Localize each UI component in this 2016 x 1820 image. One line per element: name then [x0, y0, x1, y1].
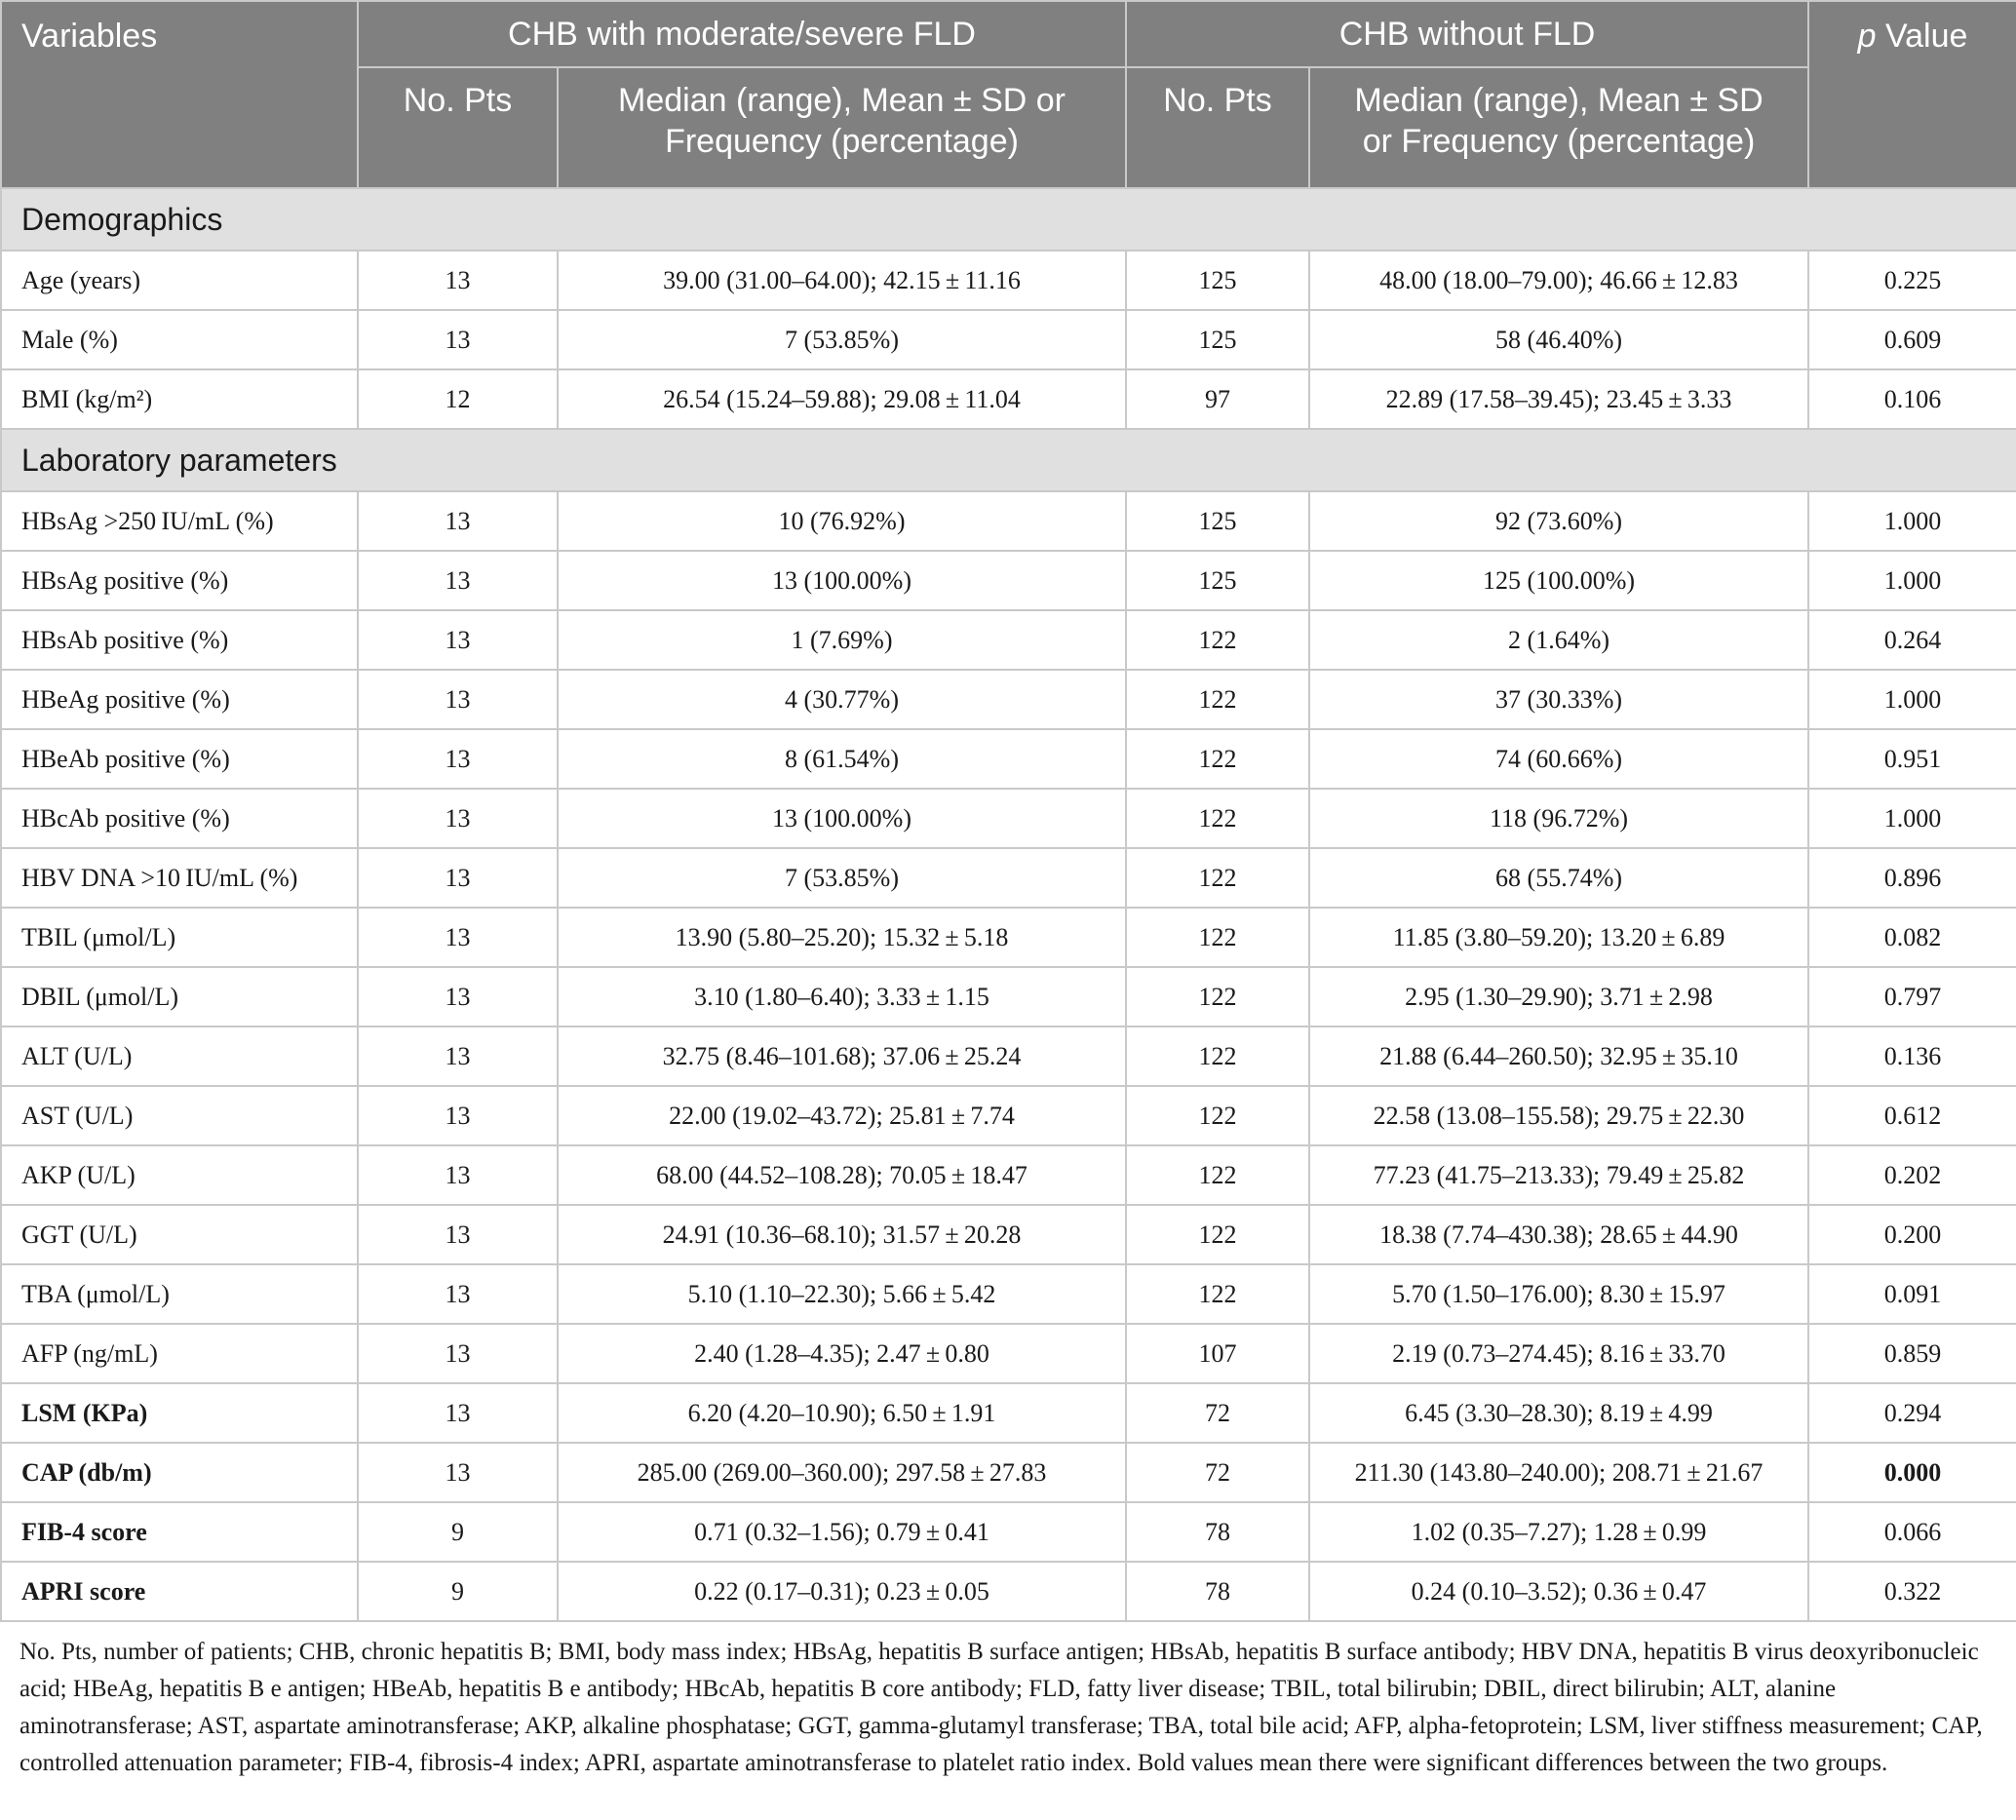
stat-header-2-line2: or Frequency (percentage) [1362, 123, 1756, 160]
p-value-cell: 0.225 [1808, 251, 2016, 310]
group1-value-cell: 7 (53.85%) [558, 310, 1126, 369]
table-row [1, 1145, 2016, 1205]
variable-cell: HBsAg >250 IU/mL (%) [1, 491, 358, 551]
group2-count-cell: 122 [1126, 1145, 1309, 1205]
group2-header: CHB without FLD [1126, 1, 1808, 67]
p-value-cell: 0.264 [1808, 610, 2016, 670]
table-body [1, 188, 2016, 1621]
section-title: Demographics [1, 188, 2016, 251]
group1-value-cell: 26.54 (15.24–59.88); 29.08 ± 11.04 [558, 369, 1126, 429]
variable-cell: APRI score [1, 1562, 358, 1621]
group2-count-cell: 125 [1126, 551, 1309, 610]
group1-value-cell: 13.90 (5.80–25.20); 15.32 ± 5.18 [558, 908, 1126, 967]
p-value-cell: 0.612 [1808, 1086, 2016, 1145]
group1-count-cell: 13 [358, 1264, 558, 1324]
table-row [1, 551, 2016, 610]
variable-cell: GGT (U/L) [1, 1205, 358, 1264]
group2-value-cell: 58 (46.40%) [1309, 310, 1808, 369]
group1-value-cell: 5.10 (1.10–22.30); 5.66 ± 5.42 [558, 1264, 1126, 1324]
table-row [1, 1443, 2016, 1502]
group1-value-cell: 0.22 (0.17–0.31); 0.23 ± 0.05 [558, 1562, 1126, 1621]
p-value-cell: 1.000 [1808, 491, 2016, 551]
group2-count-cell: 122 [1126, 848, 1309, 908]
table-row [1, 1086, 2016, 1145]
group1-count-cell: 12 [358, 369, 558, 429]
p-value-cell: 0.951 [1808, 729, 2016, 789]
group1-value-cell: 68.00 (44.52–108.28); 70.05 ± 18.47 [558, 1145, 1126, 1205]
group2-value-cell: 2.95 (1.30–29.90); 3.71 ± 2.98 [1309, 967, 1808, 1026]
p-value-cell: 1.000 [1808, 789, 2016, 848]
stat-header-1-line1: Median (range), Mean ± SD or [618, 82, 1066, 119]
p-value-cell: 0.136 [1808, 1026, 2016, 1086]
group2-value-cell: 1.02 (0.35–7.27); 1.28 ± 0.99 [1309, 1502, 1808, 1562]
variable-cell: TBIL (μmol/L) [1, 908, 358, 967]
table-row [1, 1205, 2016, 1264]
group2-count-cell: 72 [1126, 1383, 1309, 1443]
group2-value-cell: 18.38 (7.74–430.38); 28.65 ± 44.90 [1309, 1205, 1808, 1264]
group2-count-cell: 122 [1126, 1086, 1309, 1145]
table-row [1, 610, 2016, 670]
variable-cell: Male (%) [1, 310, 358, 369]
p-value-cell: 1.000 [1808, 551, 2016, 610]
group2-value-cell: 0.24 (0.10–3.52); 0.36 ± 0.47 [1309, 1562, 1808, 1621]
group1-count-cell: 9 [358, 1502, 558, 1562]
group2-value-cell: 11.85 (3.80–59.20); 13.20 ± 6.89 [1309, 908, 1808, 967]
table-row [1, 729, 2016, 789]
group2-value-cell: 22.89 (17.58–39.45); 23.45 ± 3.33 [1309, 369, 1808, 429]
variable-cell: AFP (ng/mL) [1, 1324, 358, 1383]
group2-value-cell: 68 (55.74%) [1309, 848, 1808, 908]
group1-value-cell: 8 (61.54%) [558, 729, 1126, 789]
group2-count-cell: 122 [1126, 1026, 1309, 1086]
p-value-cell: 0.000 [1808, 1443, 2016, 1502]
group2-value-cell: 2.19 (0.73–274.45); 8.16 ± 33.70 [1309, 1324, 1808, 1383]
group1-count-cell: 13 [358, 1086, 558, 1145]
group2-value-cell: 74 (60.66%) [1309, 729, 1808, 789]
group1-count-cell: 13 [358, 1026, 558, 1086]
table-row [1, 1264, 2016, 1324]
table-row [1, 1324, 2016, 1383]
group1-value-cell: 10 (76.92%) [558, 491, 1126, 551]
variable-cell: ALT (U/L) [1, 1026, 358, 1086]
group1-value-cell: 6.20 (4.20–10.90); 6.50 ± 1.91 [558, 1383, 1126, 1443]
group1-value-cell: 7 (53.85%) [558, 848, 1126, 908]
group1-value-cell: 13 (100.00%) [558, 551, 1126, 610]
group1-value-cell: 0.71 (0.32–1.56); 0.79 ± 0.41 [558, 1502, 1126, 1562]
p-value-cell: 0.797 [1808, 967, 2016, 1026]
group1-count-cell: 13 [358, 551, 558, 610]
group2-count-cell: 125 [1126, 310, 1309, 369]
group2-value-cell: 92 (73.60%) [1309, 491, 1808, 551]
p-value-cell: 0.322 [1808, 1562, 2016, 1621]
p-value-cell: 0.200 [1808, 1205, 2016, 1264]
table-row [1, 491, 2016, 551]
group2-value-cell: 77.23 (41.75–213.33); 79.49 ± 25.82 [1309, 1145, 1808, 1205]
group2-value-cell: 118 (96.72%) [1309, 789, 1808, 848]
group1-value-cell: 2.40 (1.28–4.35); 2.47 ± 0.80 [558, 1324, 1126, 1383]
section-row [1, 188, 2016, 251]
p-value-cell: 0.091 [1808, 1264, 2016, 1324]
group2-count-cell: 97 [1126, 369, 1309, 429]
table-row [1, 967, 2016, 1026]
group1-value-cell: 24.91 (10.36–68.10); 31.57 ± 20.28 [558, 1205, 1126, 1264]
variables-header: Variables [1, 1, 358, 188]
group1-value-cell: 32.75 (8.46–101.68); 37.06 ± 25.24 [558, 1026, 1126, 1086]
group1-value-cell: 3.10 (1.80–6.40); 3.33 ± 1.15 [558, 967, 1126, 1026]
variable-cell: HBsAg positive (%) [1, 551, 358, 610]
table-row [1, 1026, 2016, 1086]
variable-cell: BMI (kg/m²) [1, 369, 358, 429]
table-row [1, 310, 2016, 369]
p-italic: p [1857, 18, 1877, 55]
no-pts-header-1: No. Pts [358, 67, 558, 188]
table-row [1, 848, 2016, 908]
p-value-cell: 0.896 [1808, 848, 2016, 908]
no-pts-header-2: No. Pts [1126, 67, 1309, 188]
group1-count-cell: 13 [358, 848, 558, 908]
p-value-cell: 0.609 [1808, 310, 2016, 369]
p-value-cell: 0.202 [1808, 1145, 2016, 1205]
group2-count-cell: 125 [1126, 251, 1309, 310]
table-row [1, 1562, 2016, 1621]
group1-count-cell: 13 [358, 610, 558, 670]
variable-cell: HBeAg positive (%) [1, 670, 358, 729]
group2-count-cell: 78 [1126, 1502, 1309, 1562]
variable-cell: CAP (db/m) [1, 1443, 358, 1502]
group2-value-cell: 2 (1.64%) [1309, 610, 1808, 670]
stat-header-2-line1: Median (range), Mean ± SD [1354, 82, 1764, 119]
group1-value-cell: 13 (100.00%) [558, 789, 1126, 848]
group1-value-cell: 39.00 (31.00–64.00); 42.15 ± 11.16 [558, 251, 1126, 310]
variable-cell: TBA (μmol/L) [1, 1264, 358, 1324]
table-row [1, 251, 2016, 310]
stat-header-1-line2: Frequency (percentage) [665, 123, 1019, 160]
table-row [1, 1502, 2016, 1562]
stat-header-2 [1309, 67, 1808, 188]
group2-count-cell: 125 [1126, 491, 1309, 551]
variable-cell: DBIL (μmol/L) [1, 967, 358, 1026]
group2-count-cell: 72 [1126, 1443, 1309, 1502]
group1-value-cell: 22.00 (19.02–43.72); 25.81 ± 7.74 [558, 1086, 1126, 1145]
footnote: No. Pts, number of patients; CHB, chronic hepatitis B; BMI, body mass index; HBsAg, hepatitis B surface antigen; HBsAb, hepatitis B surface antibody; HBV DNA, hepatitis B virus deoxyribonucleic acid; HBeAg, hepatitis B e antigen; HBeAb, hepatitis B e antibody; HBcAb, hepatitis B core antibody; FLD, fatty liver disease; TBIL, total bilirubin; DBIL, direct bilirubin; ALT, alanine aminotransferase; AST, aspartate aminotransferase; AKP, alkaline phosphatase; GGT, gamma-glutamyl transferase; TBA, total bile acid; AFP, alpha-fetoprotein; LSM, liver stiffness measurement; CAP, controlled attenuation parameter; FIB-4, fibrosis-4 index; APRI, aspartate aminotransferase to platelet ratio index. Bold values mean there were significant differences between the two groups. [19, 1639, 1983, 1776]
p-value-cell: 1.000 [1808, 670, 2016, 729]
group1-count-cell: 13 [358, 310, 558, 369]
group1-count-cell: 13 [358, 908, 558, 967]
variable-cell: HBV DNA >10 IU/mL (%) [1, 848, 358, 908]
group2-count-cell: 78 [1126, 1562, 1309, 1621]
group2-count-cell: 122 [1126, 789, 1309, 848]
group1-count-cell: 13 [358, 967, 558, 1026]
group1-header: CHB with moderate/severe FLD [358, 1, 1126, 67]
group2-count-cell: 122 [1126, 670, 1309, 729]
p-value-cell: 0.066 [1808, 1502, 2016, 1562]
group2-value-cell: 211.30 (143.80–240.00); 208.71 ± 21.67 [1309, 1443, 1808, 1502]
table-row [1, 1383, 2016, 1443]
group1-count-cell: 13 [358, 1443, 558, 1502]
p-value-cell: 0.294 [1808, 1383, 2016, 1443]
p-value-cell: 0.859 [1808, 1324, 2016, 1383]
group2-count-cell: 122 [1126, 908, 1309, 967]
group1-count-cell: 9 [358, 1562, 558, 1621]
group1-count-cell: 13 [358, 670, 558, 729]
variable-cell: AST (U/L) [1, 1086, 358, 1145]
table-row [1, 369, 2016, 429]
group2-count-cell: 122 [1126, 729, 1309, 789]
table-row [1, 908, 2016, 967]
table-header [1, 1, 2016, 188]
variable-cell: AKP (U/L) [1, 1145, 358, 1205]
variable-cell: LSM (KPa) [1, 1383, 358, 1443]
group2-count-cell: 122 [1126, 610, 1309, 670]
variable-cell: Age (years) [1, 251, 358, 310]
section-row [1, 429, 2016, 491]
section-title: Laboratory parameters [1, 429, 2016, 491]
variable-cell: HBcAb positive (%) [1, 789, 358, 848]
table-row [1, 670, 2016, 729]
group1-count-cell: 13 [358, 1145, 558, 1205]
group2-value-cell: 125 (100.00%) [1309, 551, 1808, 610]
group2-count-cell: 122 [1126, 1264, 1309, 1324]
p-value-cell: 0.106 [1808, 369, 2016, 429]
group2-value-cell: 5.70 (1.50–176.00); 8.30 ± 15.97 [1309, 1264, 1808, 1324]
group2-value-cell: 21.88 (6.44–260.50); 32.95 ± 35.10 [1309, 1026, 1808, 1086]
group2-value-cell: 48.00 (18.00–79.00); 46.66 ± 12.83 [1309, 251, 1808, 310]
group1-count-cell: 13 [358, 789, 558, 848]
variable-cell: HBeAb positive (%) [1, 729, 358, 789]
p-value-header [1808, 1, 2016, 188]
stat-header-1 [558, 67, 1126, 188]
p-value-cell: 0.082 [1808, 908, 2016, 967]
group1-count-cell: 13 [358, 1383, 558, 1443]
group1-count-cell: 13 [358, 1205, 558, 1264]
group2-value-cell: 6.45 (3.30–28.30); 8.19 ± 4.99 [1309, 1383, 1808, 1443]
p-value-label: Value [1876, 18, 1968, 55]
group2-count-cell: 122 [1126, 967, 1309, 1026]
group1-count-cell: 13 [358, 729, 558, 789]
group1-count-cell: 13 [358, 491, 558, 551]
group1-count-cell: 13 [358, 1324, 558, 1383]
group1-value-cell: 1 (7.69%) [558, 610, 1126, 670]
group1-value-cell: 285.00 (269.00–360.00); 297.58 ± 27.83 [558, 1443, 1126, 1502]
variable-cell: HBsAb positive (%) [1, 610, 358, 670]
group2-count-cell: 107 [1126, 1324, 1309, 1383]
group2-count-cell: 122 [1126, 1205, 1309, 1264]
group2-value-cell: 22.58 (13.08–155.58); 29.75 ± 22.30 [1309, 1086, 1808, 1145]
table-row [1, 789, 2016, 848]
group2-value-cell: 37 (30.33%) [1309, 670, 1808, 729]
group1-count-cell: 13 [358, 251, 558, 310]
group1-value-cell: 4 (30.77%) [558, 670, 1126, 729]
variable-cell: FIB-4 score [1, 1502, 358, 1562]
